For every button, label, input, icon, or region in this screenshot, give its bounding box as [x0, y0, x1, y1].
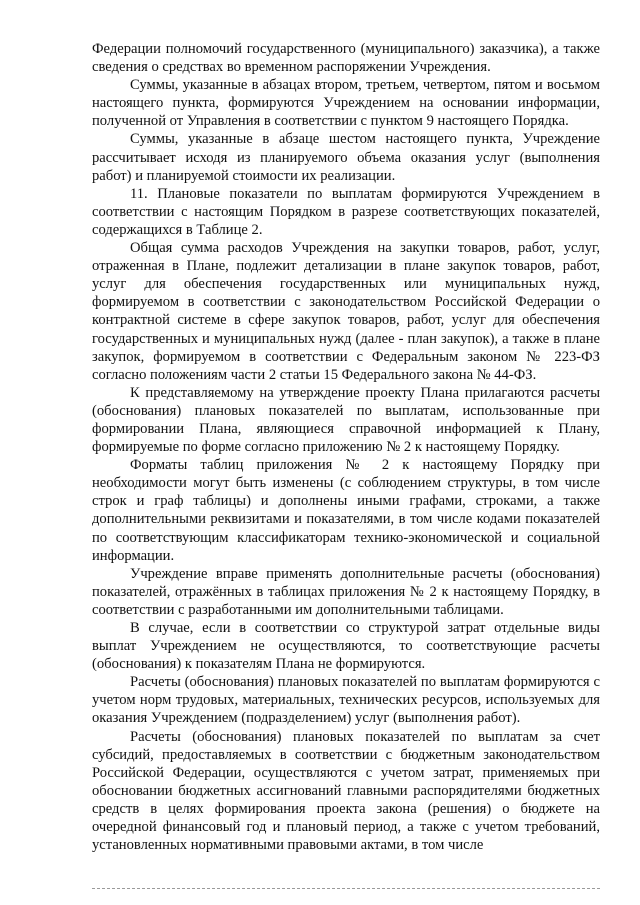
paragraph-4: 11. Плановые показатели по выплатам формируются Учреждением в соответствии с настоящим Порядком в разрезе соответствующих показателей, содержащихся в Таблице 2.: [92, 185, 600, 238]
paragraph-6: К представляемому на утверждение проекту Плана прилагаются расчеты (обоснования) плановых показателей по выплатам, использованные при формировании Плана, являющиеся справочной информацией к Плану, формируемые по форме согласно приложению № 2 к настоящему Порядку.: [92, 384, 600, 456]
paragraph-9: В случае, если в соответствии со структурой затрат отдельные виды выплат Учреждением не осуществляются, то соответствующие расчеты (обоснования) к показателям Плана не формируются.: [92, 620, 600, 673]
paragraph-7: Форматы таблиц приложения № 2 к настоящему Порядку при необходимости могут быть изменены (с соблюдением структуры, в том числе строк и граф таблицы) и дополнены иными графами, строками, а также дополнительными реквизитами и показателями, в том числе кодами показателей по соответствующим классификаторам технико-экономической и социальной информации.: [92, 457, 600, 564]
document-page: [92, 40, 600, 854]
paragraph-11: Расчеты (обоснования) плановых показателей по выплатам за счет субсидий, предоставляемых в соответствии с бюджетным законодательством Российской Федерации, осуществляются с учетом затрат, применяемых при обосновании бюджетных ассигнований главными распорядителями бюджетных средств в целях формирования проекта закона (решения) о бюджете на очередной финансовый год и плановый период, а также с учетом требований, установленных нормативными правовыми актами, в том числе: [92, 728, 600, 854]
paragraph-5: Общая сумма расходов Учреждения на закупки товаров, работ, услуг, отраженная в Плане, подлежит детализации в плане закупок товаров, работ, услуг для обеспечения государственных или муниципальных нужд, формируемом в соответствии с законодательством Российской Федерации о контрактной системе в сфере закупок товаров, работ, услуг для обеспечения государственных и муниципальных нужд (далее - план закупок), а также в плане закупок, формируемом в соответствии с Федеральным законом № 223-ФЗ согласно положениям части 2 статьи 15 Федерального закона № 44-ФЗ.: [92, 240, 600, 383]
paragraph-1: Федерации полномочий государственного (муниципального) заказчика), а также сведения о средствах во временном распоряжении Учреждения.: [92, 41, 600, 76]
paragraph-3: Суммы, указанные в абзаце шестом настоящего пункта, Учреждение рассчитывает исходя из планируемого объема оказания услуг (выполнения работ) и планируемой стоимости их реализации.: [92, 131, 600, 184]
paragraph-2: Суммы, указанные в абзацах втором, третьем, четвертом, пятом и восьмом настоящего пункта, формируются Учреждением на основании информации, полученной от Управления в соответствии с пунктом 9 настоящего Порядка.: [92, 77, 600, 130]
paragraph-10: Расчеты (обоснования) плановых показателей по выплатам формируются с учетом норм трудовых, материальных, технических ресурсов, используемых для оказания Учреждением (подразделением) услуг (выполнения работ).: [92, 674, 600, 727]
paragraph-8: Учреждение вправе применять дополнительные расчеты (обоснования) показателей, отражённых в таблицах приложения № 2 к настоящему Порядку, в соответствии с разработанными им дополнительными таблицами.: [92, 565, 600, 618]
page-bottom-rule: [92, 888, 600, 889]
